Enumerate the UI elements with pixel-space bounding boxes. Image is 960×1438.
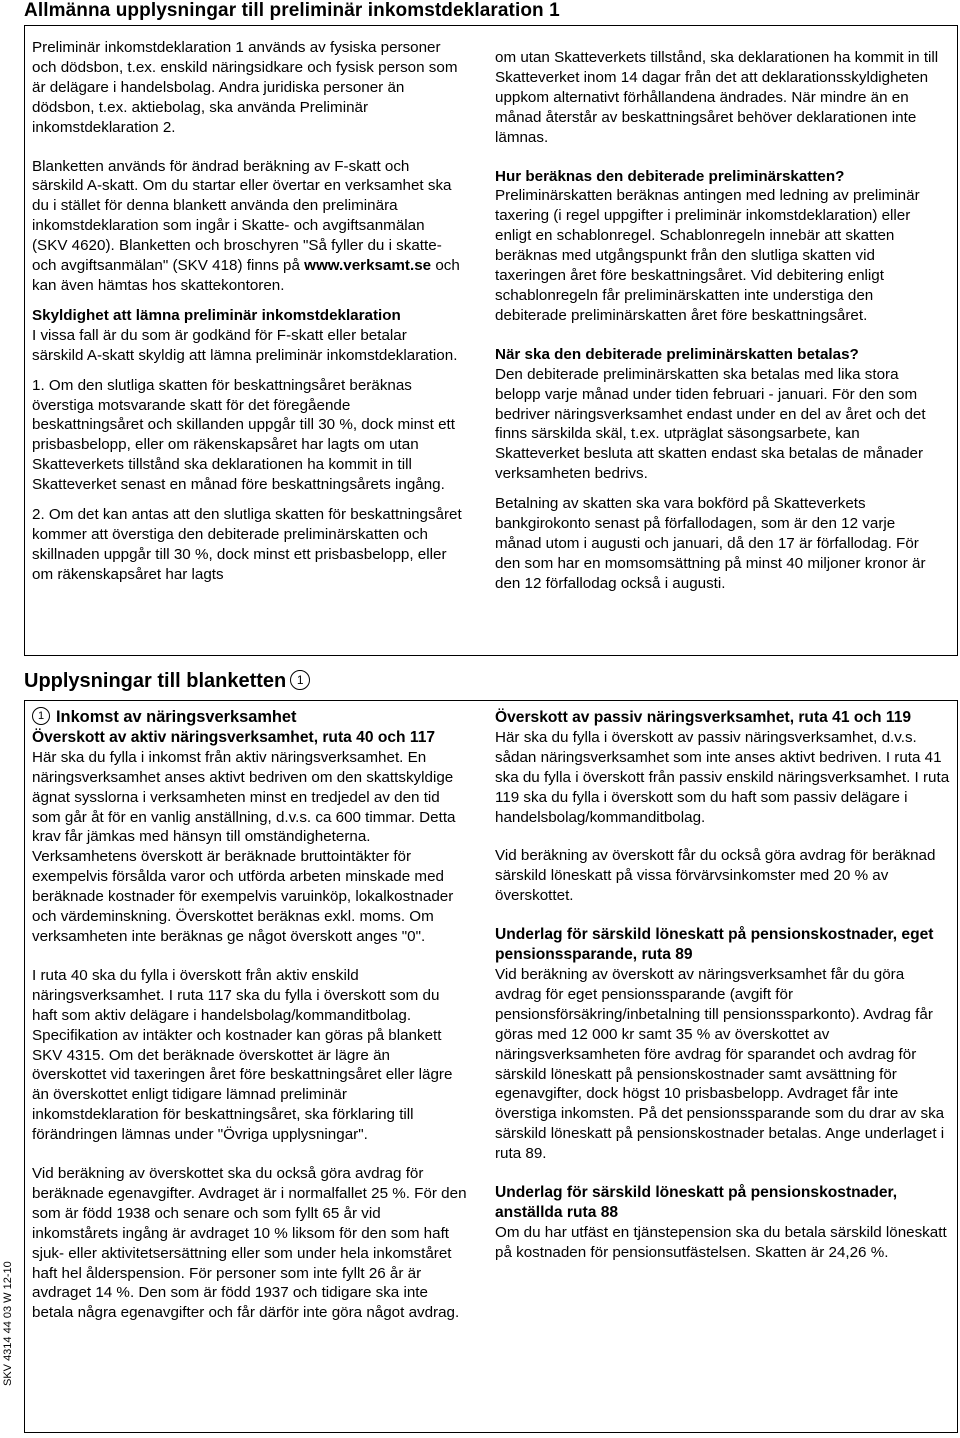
intro-paragraph: Preliminär inkomstdeklaration 1 används av fysiska personer och dödsbon, t.ex. enskild näringsidkare och fysisk person som är delägare i handelsbolag. Andra juridiska personer än dödsbon, t.ex. aktiebolag, ska använda Preliminär inkomstdeklaration 2. [32,39,458,136]
circle-number-icon: 1 [32,707,50,725]
sub-title: 1 Inkomst av näringsverksamhet [32,708,468,728]
hur-heading: Hur beräknas den debiterade preliminärskatten? [495,167,845,185]
passiv-text-2: Vid beräkning av överskott får du också göra avdrag för beräknad särskild löneskatt på vissa förvärvsinkomster med 20 % av överskottet. [495,847,936,905]
intro-right-column [495,48,945,594]
passiv-text-1: Här ska du fylla i överskott av passiv näringsverksamhet, d.v.s. sådan näringsverksamhet som inte anses aktivt bedriven. I ruta 41 ska du fylla i överskott från passiv enskild näringsverksamhet. I ruta 119 ska du fylla i överskott som du haft som passiv delägare i handelsbolag/kommanditbolag. [495,728,950,826]
page-title: Allmänna upplysningar till preliminär inkomstdeklaration 1 [24,0,560,21]
circle-number-icon: 1 [290,670,310,690]
blankett-paragraph: Blanketten används för ändrad beräkning av F-skatt och särskild A-skatt. Om du startar eller övertar en verksamhet ska du i stället för denna blankett använda den preliminära inkomstdeklaration som ingår i Skatte- och avgiftsanmälan (SKV 4620). Blanketten och broschyren "Så fyller du i skatte- och avgiftsanmälan" (SKV 418) finns på www.verksamt.se och kan även hämtas hos skattekontoren. [32,157,460,294]
aktiv-heading: Överskott av aktiv näringsverksamhet, ruta 40 och 117 [32,728,436,746]
passiv-heading: Överskott av passiv näringsverksamhet, ruta 41 och 119 [495,709,912,726]
section-left-column [32,708,468,1323]
nar-text: Den debiterade preliminärskatten ska betalas med lika stora belopp varje månad under tiden februari - januari. För den som bedriver näringsverksamhet endast under en del av året och det finns särskilda skäl, t.ex. utpräglat säsongsarbete, kan Skatteverket besluta att skatten endast ska betalas de månader verksamheten bedrivs. [495,365,926,483]
aktiv-text-1: Här ska du fylla i inkomst från aktiv näringsverksamhet. En näringsverksamhet anses aktivt bedriven om den skattskyldige ägnat sysslorna i verksamheten minst en tredjedel av den tid som går åt för en vanlig anställning, d.v.s. ca 600 timmar. Detta krav får jämkas med hänsyn till omständigheterna. Verksamhetens överskott är beräknade bruttointäkter för exempelvis försålda varor och utförda arbeten minskade med beräknade kostnader för exempelvis varuinköp, lokalkostnader och värdeminskning. Överskottet beräknas exkl. moms. Om verksamheten inte beräknas ge något överskott anges "0". [32,748,456,945]
point-1: 1. Om den slutliga skatten för beskattningsåret beräknas överstiga motsvarande skatt för det föregående beskattningsåret och skillanden uppgår till 30 %, dock minst ett prisbasbelopp, eller om räkenskapsåret har lagts om utan Skatteverkets tillstånd ska deklarationen ha kommit in till Skatteverket senast en månad före beskattningsårets ingång. [32,376,455,494]
verksamt-link[interactable]: www.verksamt.se [304,257,432,275]
betalning-text: Betalning av skatten ska vara bokförd på Skatteverkets bankgirokonto senast på förfallodagen, som är den 12 varje månad utom i augusti och januari, då den 17 är förfallodag. För den som har en momsomsättning på minst 40 miljoner kronor är den 12 förfallodag också i augusti. [495,495,926,592]
anst-heading: Underlag för särskild löneskatt på pensionskostnader, anställda ruta 88 [495,1184,898,1221]
form-code: SKV 4314 44 03 W 12-10 [2,1261,14,1386]
section-right-column [495,708,950,1263]
nar-heading: När ska den debiterade preliminärskatten betalas? [495,345,859,363]
anst-text: Om du har utfäst en tjänstepension ska du betala särskild löneskatt på kostnaden för pensionsutfästelsen. Skatten är 24,26 %. [495,1223,947,1261]
skyldighet-heading: Skyldighet att lämna preliminär inkomstdeklaration [32,306,401,324]
skyldighet-text: I vissa fall är du som är godkänd för F-skatt eller betalar särskild A-skatt skyldig att lämna preliminär inkomstdeklaration. [32,326,458,364]
hur-text: Preliminärskatten beräknas antingen med ledning av preliminär taxering (i regel uppgifter i preliminär inkomstdeklaration) eller enligt en schablonregel. Schablonregeln innebär att skatten beräknas med utgångspunkt från den slutliga skatten vid taxeringen året före beskattningsåret. Vid debitering enligt schablonregeln får preliminärskatten inte understiga den debiterade preliminärskatten året före beskattningsåret. [495,187,920,324]
eget-text: Vid beräkning av överskott av näringsverksamhet får du göra avdrag för eget pensionssparande (avgift för pensionsförsäkring/inbetalning till pensionssparkonto). Avdrag får göras med 12 000 kr samt 35 % av överskottet av näringsverksamheten före avdrag för sparandet och avdrag för särskild löneskatt på pensionskostnader samt avsättning för egenavgifter, dock högst 10 prisbasbelopp. Avdraget får inte överstiga inkomsten. På det pensionssparande som du drar av ska särskild löneskatt på pensionskostnader betalas. Ange underlaget i ruta 89. [495,965,945,1163]
intro-left-column [32,38,462,585]
aktiv-text-3: Vid beräkning av överskottet ska du också göra avdrag för beräknade egenavgifter. Avdraget är i normalfallet 25 %. För den som är född 1938 och senare och som fyllt 65 år vid inkomstårets ingång är avdraget 10 % liksom för den som haft sjuk- eller aktivitetsersättning eller som under hela inkomståret haft hel ålderspension. För personer som inte fyllt 26 år är avdraget 14 %. Den som är född 1937 och tidigare ska inte betala några egenavgifter och får därför inte göra något avdrag. [32,1165,467,1322]
section-title: Upplysningar till blanketten 1 [24,670,310,693]
point-2: 2. Om det kan antas att den slutliga skatten för beskattningsåret kommer att överstiga den debiterade preliminärskatten och skillnaden uppgår till 30 %, dock minst ett prisbasbelopp, eller om räkenskapsåret har lagts [32,506,462,583]
eget-heading: Underlag för särskild löneskatt på pensionskostnader, eget pensionssparande, ruta 89 [495,926,934,964]
aktiv-text-2: I ruta 40 ska du fylla i överskott från aktiv enskild näringsverksamhet. I ruta 117 ska du fylla i överskott som du haft som aktiv delägare i handelsbolag/kommanditbolag. Specifikation av intäkter och kostnader kan göras på blankett SKV 4315. Om det beräknade överskottet är lägre än överskottet vid taxeringen året före beskattningsåret eller lägre än överskottet enligt tidigare lämnad preliminär inkomstdeklaration för beskattningsåret, ska förklaring till förändringen lämnas under "Övriga upplysningar". [32,966,453,1144]
point-2-continued: om utan Skatteverkets tillstånd, ska deklarationen ha kommit in till Skatteverket inom 14 dagar från det att deklarationsskyldigheten uppkom alternativt förhållandena ändrades. När mindre än en månad återstår av beskattningsåret behöver deklarationen inte lämnas. [495,49,939,146]
